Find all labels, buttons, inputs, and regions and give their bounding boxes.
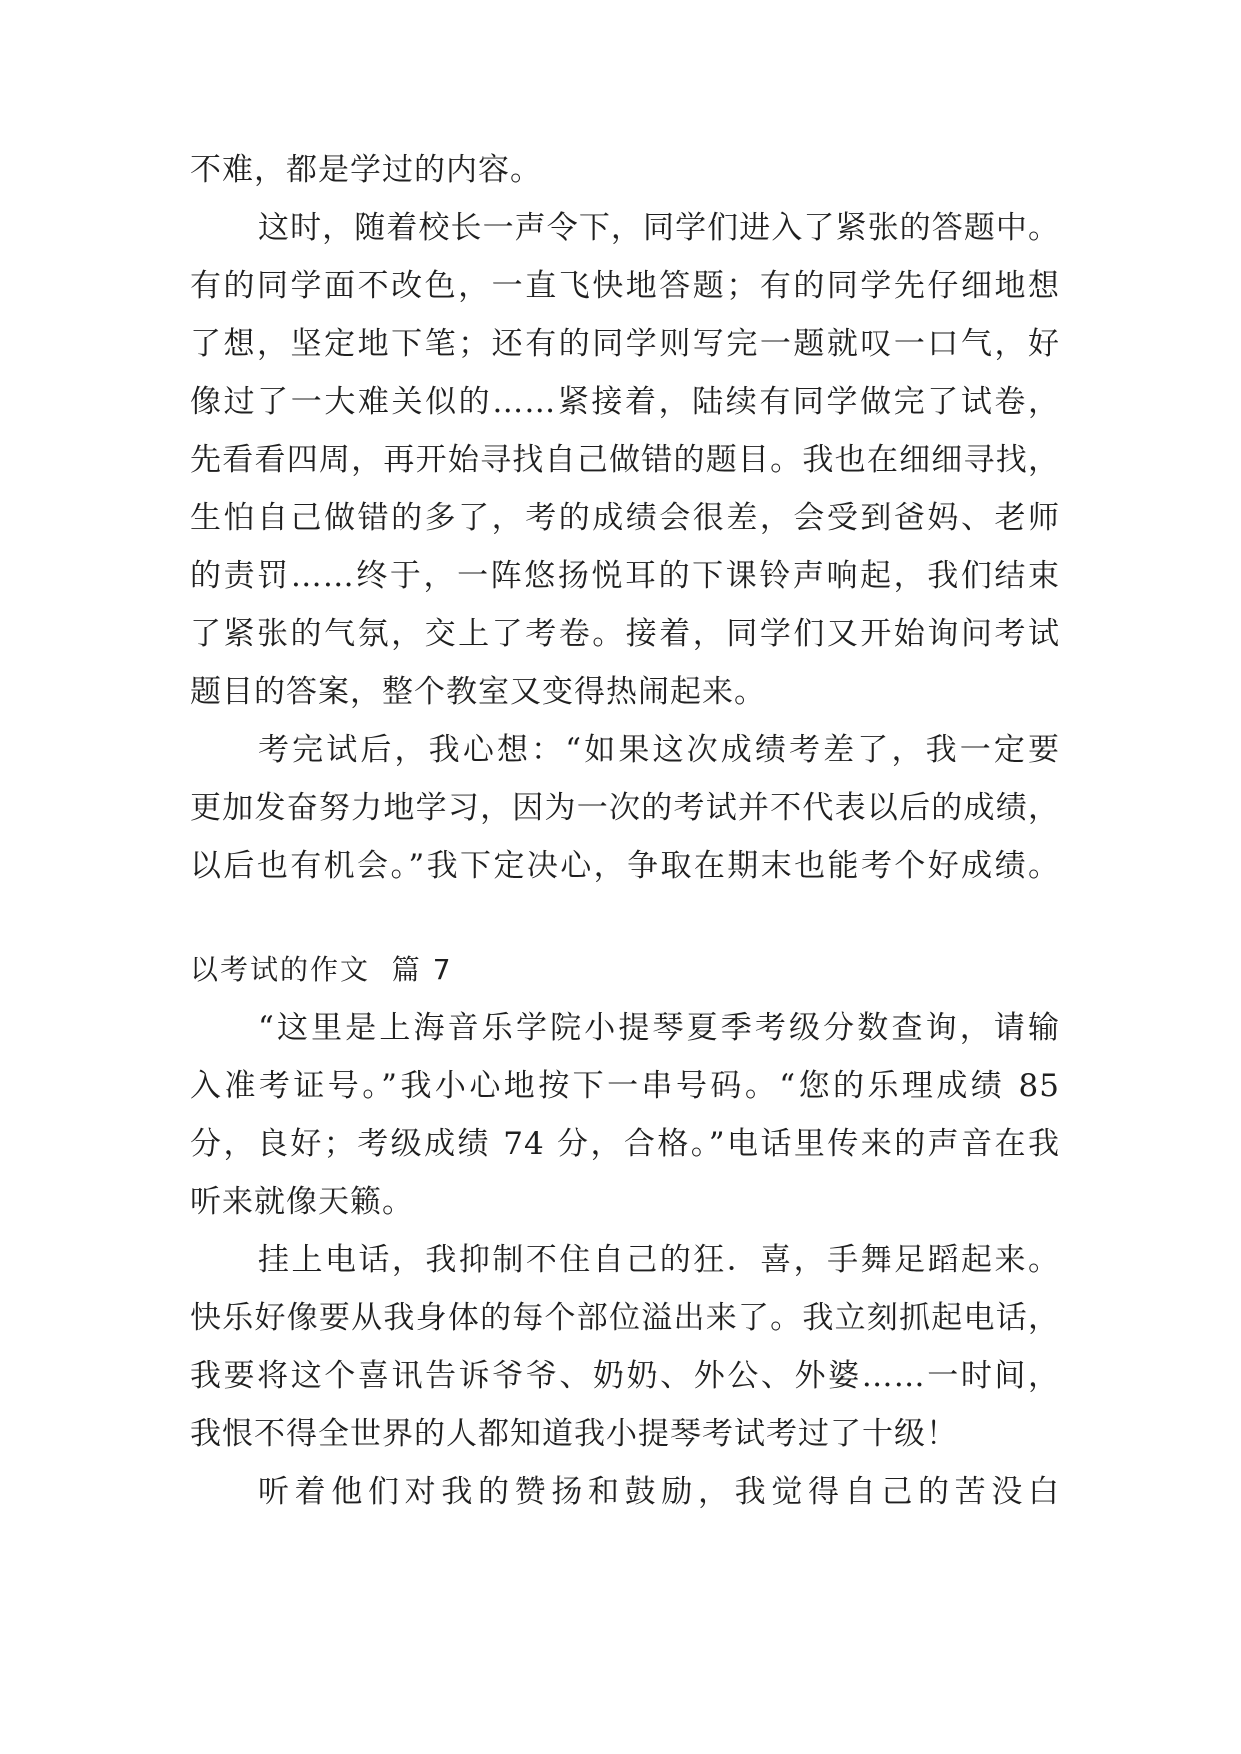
- text-line: 了想，坚定地下笔；还有的同学则写完一题就叹一口气，好: [190, 326, 1060, 362]
- text-line: 题目的答案，整个教室又变得热闹起来。: [190, 674, 766, 710]
- paragraph-start-line: 这时，随着校长一声令下，同学们进入了紧张的答题中。: [258, 210, 1060, 246]
- text-line: 的责罚……终于，一阵悠扬悦耳的下课铃声响起，我们结束: [190, 558, 1060, 594]
- text-line: 入准考证号。”我小心地按下一串号码。“您的乐理成绩 85: [190, 1068, 1060, 1104]
- text-line: 了紧张的气氛，交上了考卷。接着，同学们又开始询问考试: [190, 616, 1060, 652]
- paragraph-start-line: 听着他们对我的赞扬和鼓励，我觉得自己的苦没白: [258, 1474, 1060, 1510]
- text-line: 我要将这个喜讯告诉爷爷、奶奶、外公、外婆……一时间，: [190, 1358, 1060, 1394]
- text-line: 先看看四周，再开始寻找自己做错的题目。我也在细细寻找，: [190, 442, 1060, 478]
- text-line: 像过了一大难关似的……紧接着，陆续有同学做完了试卷，: [190, 384, 1060, 420]
- text-line: 以后也有机会。”我下定决心，争取在期末也能考个好成绩。: [190, 848, 1060, 884]
- text-line: 分，良好；考级成绩 74 分，合格。”电话里传来的声音在我: [190, 1126, 1060, 1162]
- text-line: 有的同学面不改色，一直飞快地答题；有的同学先仔细地想: [190, 268, 1060, 304]
- paragraph-start-line: 挂上电话，我抑制不住自己的狂．喜，手舞足蹈起来。: [258, 1242, 1060, 1278]
- text-line: 快乐好像要从我身体的每个部位溢出来了。我立刻抓起电话，: [190, 1300, 1060, 1336]
- text-line: 听来就像天籁。: [190, 1184, 414, 1220]
- text-line: 不难，都是学过的内容。: [190, 152, 542, 188]
- section-title: 以考试的作文 篇 7: [190, 953, 453, 986]
- paragraph-start-line: 考完试后，我心想：“如果这次成绩考差了，我一定要: [258, 732, 1060, 768]
- text-line: 更加发奋努力地学习，因为一次的考试并不代表以后的成绩，: [190, 790, 1060, 826]
- text-line: 我恨不得全世界的人都知道我小提琴考试考过了十级！: [190, 1416, 958, 1452]
- paragraph-start-line: “这里是上海音乐学院小提琴夏季考级分数查询，请输: [258, 1010, 1060, 1046]
- text-line: 生怕自己做错的多了，考的成绩会很差，会受到爸妈、老师: [190, 500, 1060, 536]
